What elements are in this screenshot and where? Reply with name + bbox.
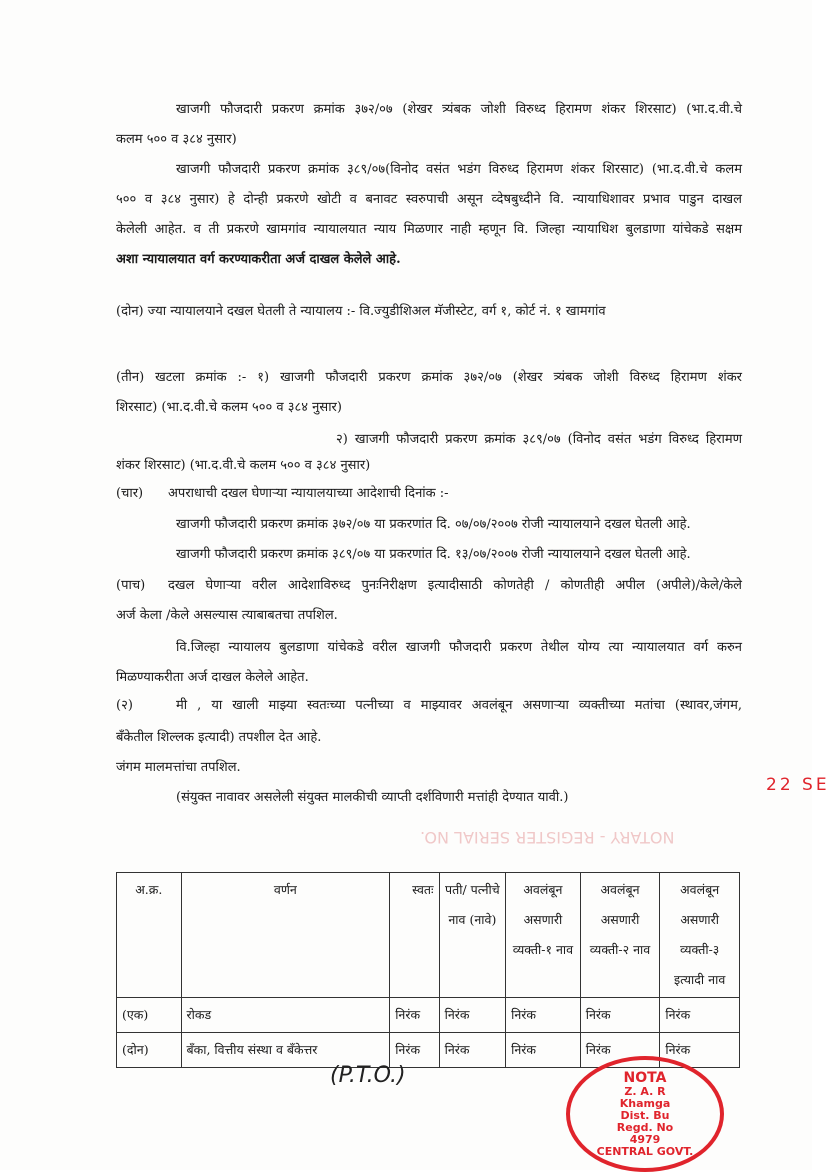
section-three: (तीन) खटला क्रमांक :- १) खाजगी फौजदारी प्रकरण क्रमांक ३७२/०७ (शेखर त्र्यंबक जोशी विरुध्द हिरामण शंकर xyxy=(116,370,742,385)
para-line: मी , या खाली माझ्या स्वतःच्या पत्नीच्या व माझ्यावर अवलंबून असणाऱ्या व्यक्तीच्या मतांचा (स्थावर,जंगम, xyxy=(176,698,742,713)
para-line: २) खाजगी फौजदारी प्रकरण क्रमांक ३८९/०७ (विनोद वसंत भडंग विरुध्द हिरामण xyxy=(336,432,742,447)
para-line: वि.जिल्हा न्यायालय बुलडाणा यांचेकडे वरील खाजगी फौजदारी प्रकरण तेथील योग्य त्या न्यायालयात वर्ग करुन xyxy=(176,640,742,655)
notary-stamp xyxy=(566,1056,724,1172)
stamp-date: 22 SE xyxy=(766,775,830,795)
cell: निरंक xyxy=(660,998,740,1033)
cell: निरंक xyxy=(506,998,581,1033)
para-line: अशा न्यायालयात वर्ग करण्याकरीता अर्ज दाखल केलेले आहे. xyxy=(116,252,401,267)
para-line: खाजगी फौजदारी प्रकरण क्रमांक ३७२/०७ या प्रकरणांत दि. ०७/०७/२००७ रोजी न्यायालयाने दखल घेतली आहे. xyxy=(176,517,691,532)
cell: निरंक xyxy=(580,998,660,1033)
para-line: कलम ५०० व ३८४ नुसार) xyxy=(116,132,237,147)
para-line: खाजगी फौजदारी प्रकरण क्रमांक ३७२/०७ (शेखर त्र्यंबक जोशी विरुध्द हिरामण शंकर शिरसाट) (भा.द.वी.चे xyxy=(176,102,742,117)
para-line: जंगम मालमत्तांचा तपशिल. xyxy=(116,760,241,775)
cell: निरंक xyxy=(390,998,439,1033)
para-line: दखल घेणाऱ्या वरील आदेशाविरुध्द पुनःनिरीक्षण इत्यादीसाठी कोणतेही / कोणतीही अपील (अपीले)/केले/केले xyxy=(168,578,742,593)
para-line: शिरसाट) (भा.द.वी.चे कलम ५०० व ३८४ नुसार) xyxy=(116,400,342,415)
para-line: शंकर शिरसाट) (भा.द.वी.चे कलम ५०० व ३८४ नुसार) xyxy=(116,458,371,473)
faint-register-stamp: NOTARY - REGISTER SERIAL NO. xyxy=(420,828,675,847)
col-header: अवलंबून असणारी व्यक्ती-१ नाव xyxy=(506,873,581,998)
para-line: अर्ज केला /केले असल्यास त्याबाबतचा तपशिल. xyxy=(116,608,338,623)
col-header: अ.क्र. xyxy=(117,873,182,998)
stamp-text: Dist. Bu xyxy=(620,1108,670,1122)
para-line: केलेली आहेत. व ती प्रकरणे खामगांव न्यायालयात न्याय मिळणार नाही म्हणून वि. जिल्हा न्यायाधिश बुलडाणा यांचेकडे सक्षम xyxy=(116,222,742,237)
col-header: स्वतः xyxy=(390,873,439,998)
para-line: (संयुक्त नावावर असलेली संयुक्त मालकीची व्याप्ती दर्शविणारी मत्तांही देण्यात यावी.) xyxy=(176,790,569,805)
para-line: अपराधाची दखल घेणाऱ्या न्यायालयाच्या आदेशाची दिनांक :- xyxy=(168,486,449,501)
stamp-text: Khamga xyxy=(619,1096,671,1110)
cell: निरंक xyxy=(580,1033,660,1068)
para-line: ५०० व ३८४ नुसार) हे दोन्ही प्रकरणे खोटी व बनावट स्वरुपाची असून व्देषबुध्दीने वि. न्यायाधिशावर प्रभाव पाडुन दाखल xyxy=(116,192,742,207)
label-char: (चार) xyxy=(116,486,144,501)
stamp-text: Regd. No xyxy=(616,1120,674,1134)
label-two: (२) xyxy=(116,698,133,713)
cell: निरंक xyxy=(660,1033,740,1068)
stamp-text: 4979 xyxy=(629,1132,661,1146)
col-header: अवलंबून असणारी व्यक्ती-२ नाव xyxy=(580,873,660,998)
cell: रोकड xyxy=(181,998,390,1033)
para-line: मिळण्याकरीता अर्ज दाखल केलेले आहेत. xyxy=(116,670,309,685)
label-pach: (पाच) xyxy=(116,578,146,593)
stamp-title: NOTA xyxy=(623,1069,667,1086)
cell: निरंक xyxy=(439,998,506,1033)
cell: निरंक xyxy=(506,1033,581,1068)
stamp-ring-text: CENTRAL GOVT. xyxy=(596,1144,694,1158)
movable-assets-table xyxy=(116,872,740,1068)
cell: निरंक xyxy=(390,1033,439,1068)
cell: बँका, वित्तीय संस्था व बँकेत्तर xyxy=(181,1033,390,1068)
table-row xyxy=(117,998,740,1033)
cell: निरंक xyxy=(439,1033,506,1068)
cell: (एक) xyxy=(117,998,182,1033)
cell: (दोन) xyxy=(117,1033,182,1068)
section-two: (दोन) ज्या न्यायालयाने दखल घेतली ते न्यायालय :- वि.ज्युडीशिअल मॅजीस्टेट, वर्ग १, कोर्ट नं. १ खामगांव xyxy=(116,304,606,319)
table-header-row xyxy=(117,873,740,998)
col-header: वर्णन xyxy=(181,873,390,998)
handwritten-pto: (P.T.O.) xyxy=(330,1063,406,1088)
para-line: खाजगी फौजदारी प्रकरण क्रमांक ३८९/०७(विनोद वसंत भडंग विरुध्द हिरामण शंकर शिरसाट) (भा.द.वी.चे कलम xyxy=(176,162,742,177)
para-line: खाजगी फौजदारी प्रकरण क्रमांक ३८९/०७ या प्रकरणांत दि. १३/०७/२००७ रोजी न्यायालयाने दखल घेतली आहे. xyxy=(176,547,691,562)
para-line: बॅंकेतील शिल्लक इत्यादी) तपशील देत आहे. xyxy=(116,730,322,745)
col-header: पती/ पत्नीचे नाव (नावे) xyxy=(439,873,506,998)
col-header: अवलंबून असणारी व्यक्ती-३ इत्यादी नाव xyxy=(660,873,740,998)
stamp-text: Z. A. R xyxy=(624,1084,666,1098)
